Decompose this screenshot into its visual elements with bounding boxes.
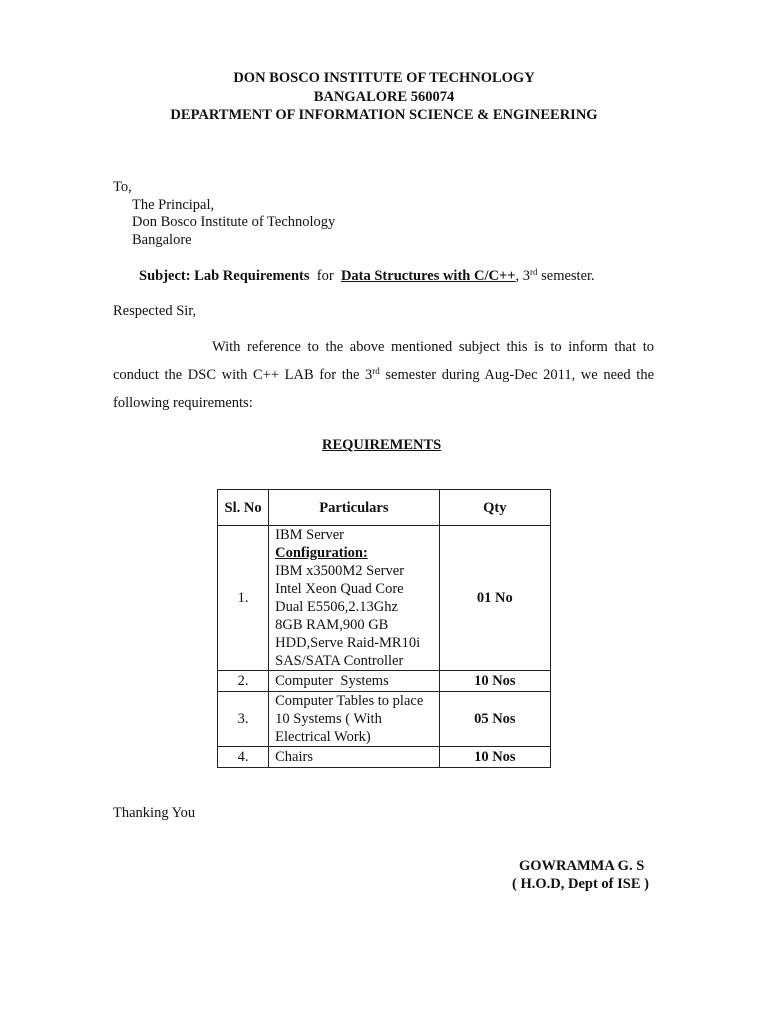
config-line: Dual E5506,2.13Ghz	[275, 599, 398, 615]
row-particulars: Computer Systems	[269, 671, 440, 692]
address-line-3: Bangalore	[132, 232, 192, 248]
institute-name: DON BOSCO INSTITUTE OF TECHNOLOGY	[233, 70, 535, 86]
address-line-1: The Principal,	[132, 197, 215, 213]
signature-title: ( H.O.D, Dept of ISE )	[512, 876, 649, 892]
requirements-table	[217, 489, 551, 768]
body-paragraph	[113, 333, 654, 417]
row-particulars: Computer Tables to place 10 Systems ( With Electrical Work)	[269, 692, 440, 747]
table-row	[218, 671, 551, 692]
table-header-row	[218, 490, 551, 526]
body-text-part-1: With reference to the above mentioned subject this is to inform that to conduct the DSC with C++ LAB for the 3	[113, 339, 654, 383]
item-name: IBM Server	[275, 527, 345, 543]
config-line: IBM x3500M2 Server	[275, 563, 405, 579]
address-to: To,	[113, 179, 132, 195]
requirements-title: REQUIREMENTS	[322, 437, 442, 453]
row-qty: 01 No	[439, 526, 550, 671]
table-row	[218, 692, 551, 747]
row-sl: 1.	[218, 526, 269, 671]
subject-semester-text: semester.	[541, 268, 595, 284]
body-ordinal-suffix: rd	[372, 366, 380, 376]
subject-line	[139, 268, 595, 285]
subject-course: Data Structures with C/C++	[340, 268, 516, 284]
signature-name: GOWRAMMA G. S	[519, 858, 645, 874]
row-particulars	[269, 526, 440, 671]
department-name: DEPARTMENT OF INFORMATION SCIENCE & ENGINEERING	[170, 107, 598, 123]
closing: Thanking You	[113, 805, 196, 821]
table-row	[218, 747, 551, 768]
row-qty: 05 Nos	[439, 692, 550, 747]
config-label: Configuration:	[275, 545, 368, 561]
header-particulars: Particulars	[269, 490, 440, 526]
subject-for: for	[316, 268, 334, 284]
header-sl-no: Sl. No	[218, 490, 269, 526]
table-row	[218, 526, 551, 671]
subject-semester-number: 3	[522, 268, 530, 284]
institute-city: BANGALORE 560074	[313, 89, 455, 105]
address-line-2: Don Bosco Institute of Technology	[132, 214, 336, 230]
header-qty: Qty	[439, 490, 550, 526]
config-line: Intel Xeon Quad Core	[275, 581, 404, 597]
row-qty: 10 Nos	[439, 671, 550, 692]
row-sl: 4.	[218, 747, 269, 768]
row-particulars: Chairs	[269, 747, 440, 768]
salutation: Respected Sir,	[113, 303, 197, 319]
config-line: HDD,Serve Raid-MR10i	[275, 635, 421, 651]
subject-label: Subject: Lab Requirements	[139, 268, 310, 284]
config-line: 8GB RAM,900 GB	[275, 617, 389, 633]
subject-semester-suffix: rd	[529, 267, 538, 277]
row-sl: 3.	[218, 692, 269, 747]
row-sl: 2.	[218, 671, 269, 692]
body-text-part-2: semester during Aug-Dec 2011, we need the following requirements:	[113, 367, 654, 411]
config-line: SAS/SATA Controller	[275, 653, 404, 669]
subject-separator: ,	[515, 268, 520, 284]
row-qty: 10 Nos	[439, 747, 550, 768]
